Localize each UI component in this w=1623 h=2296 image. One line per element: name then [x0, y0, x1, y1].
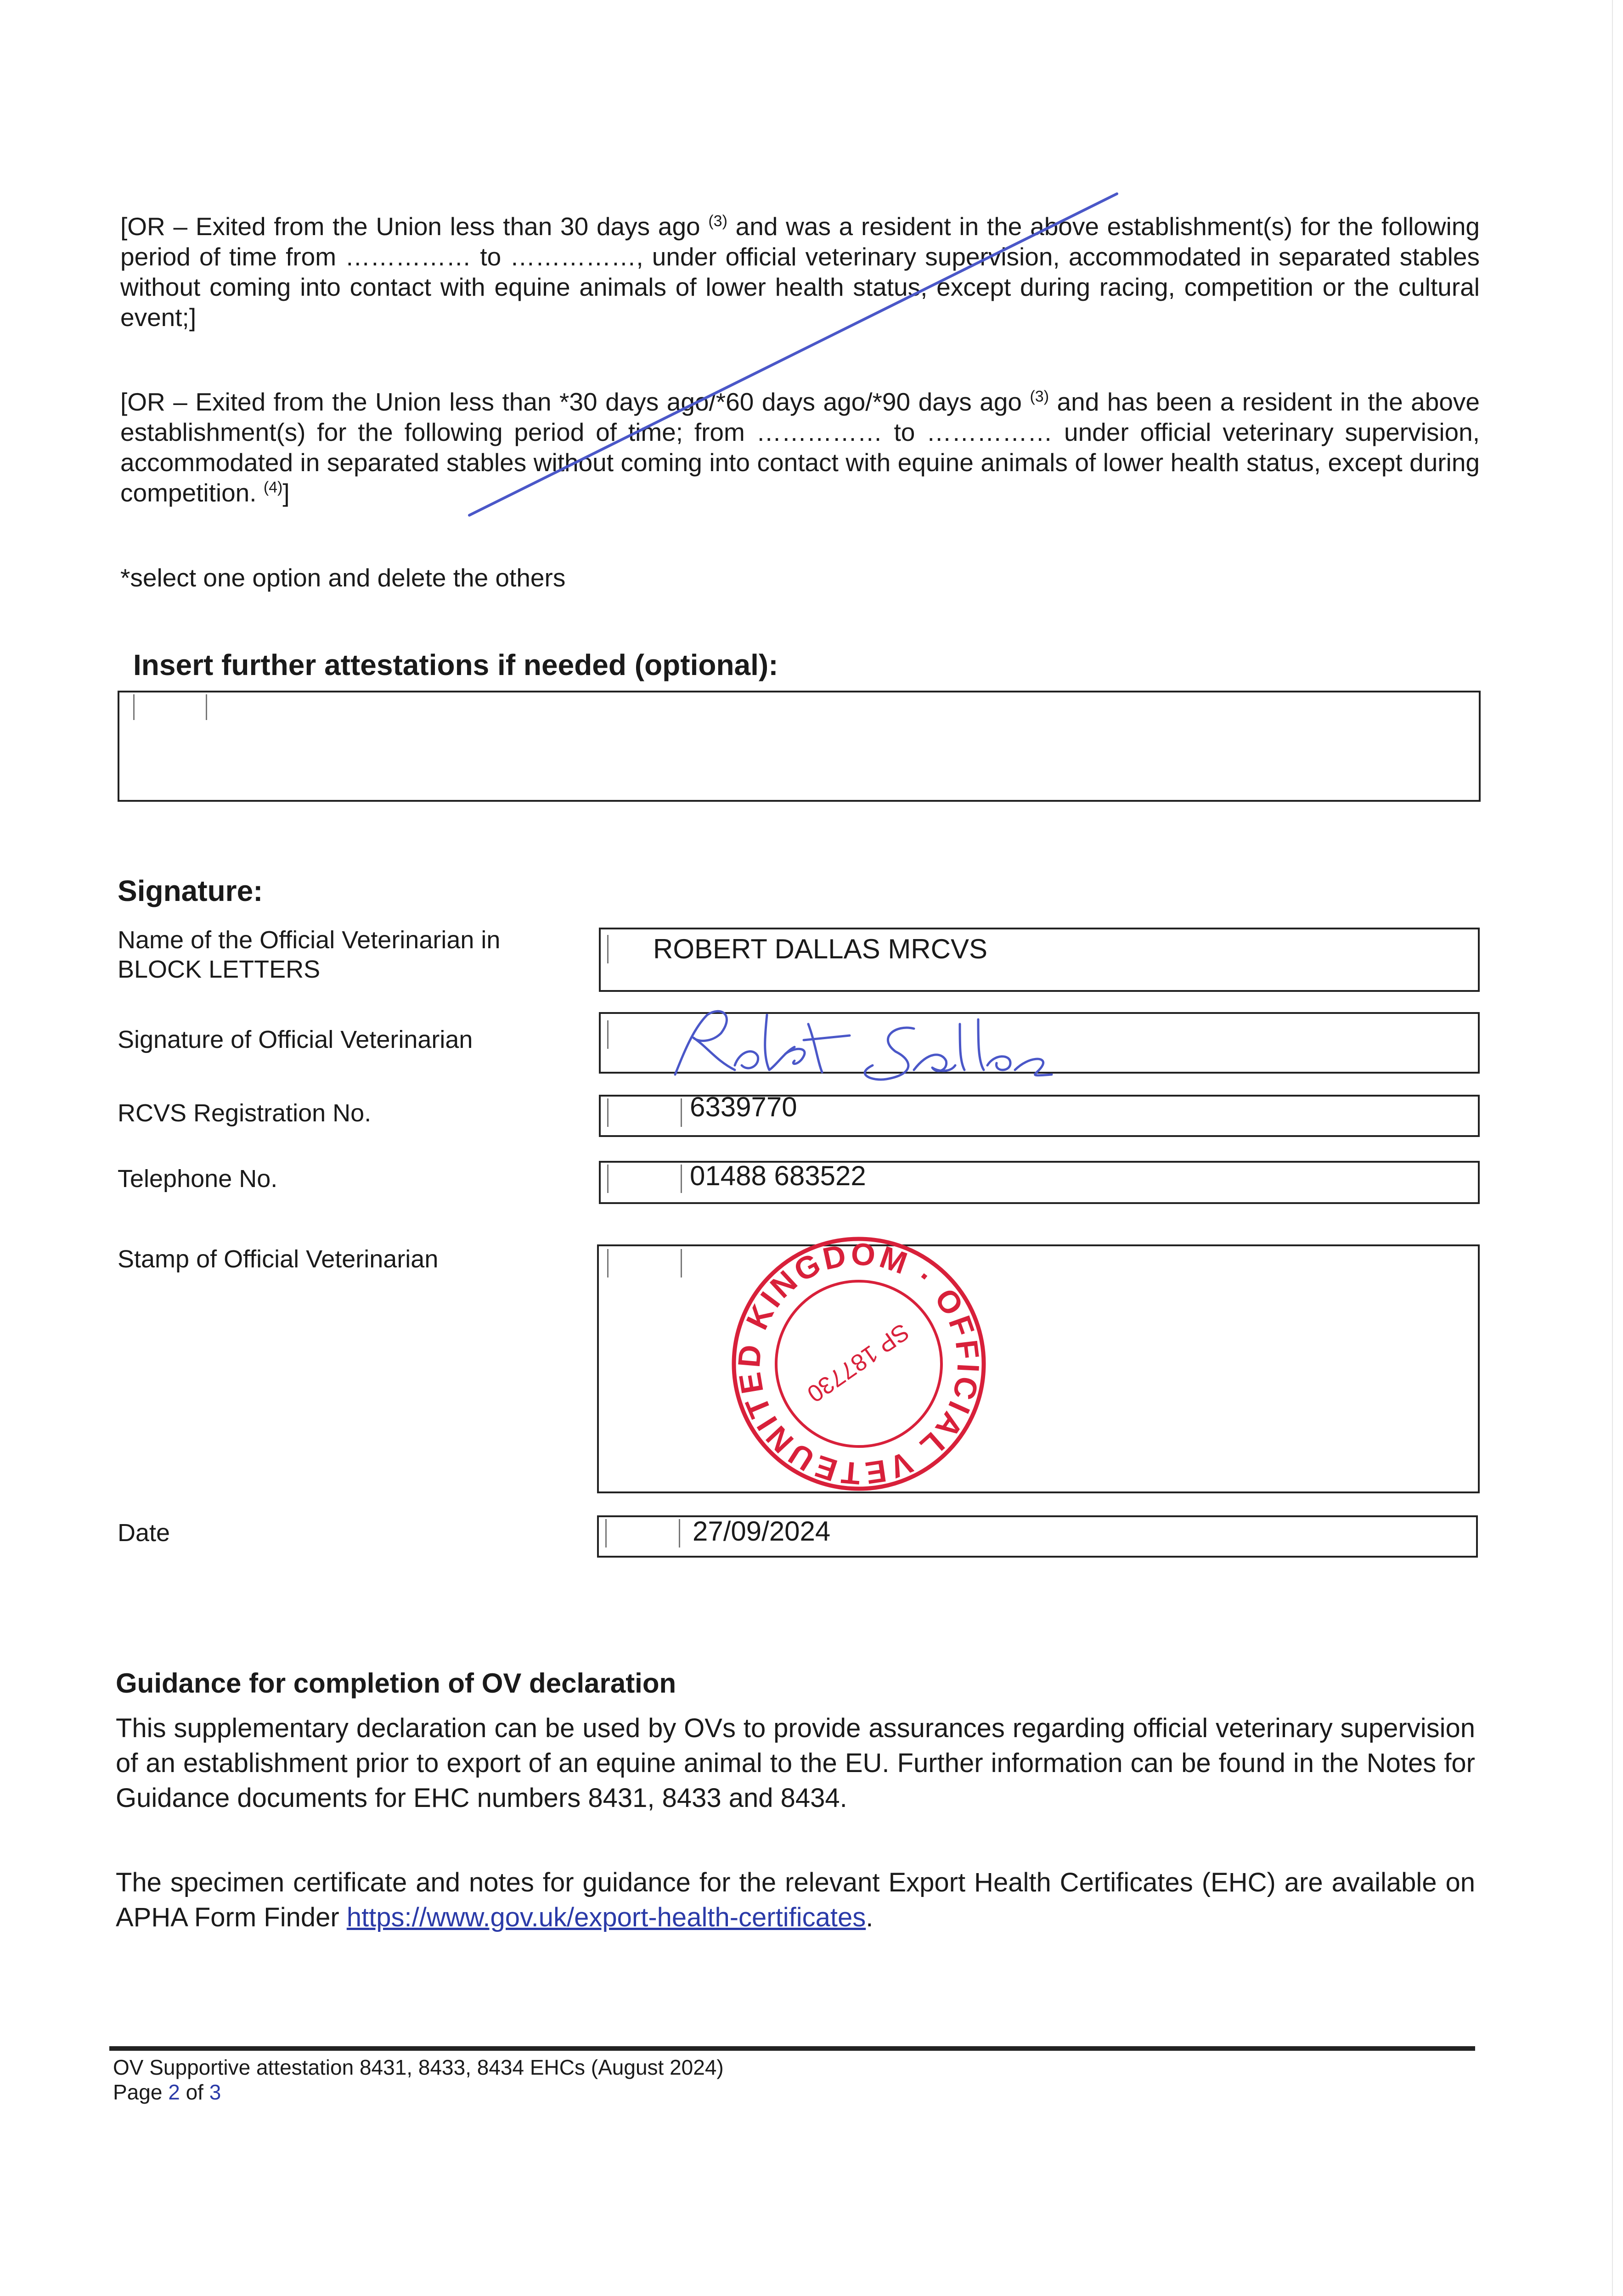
guidance-2-text: The specimen certificate and notes for guidance for the relevant Export Health Certificates (EHC) are available on APHA Form Finder	[116, 1868, 1475, 1932]
field-cursor-marker	[607, 1098, 609, 1127]
ov-signature-label: Signature of Official Veterinarian	[118, 1026, 473, 1053]
telephone-label: Telephone No.	[118, 1165, 278, 1193]
stamp-label: Stamp of Official Veterinarian	[118, 1245, 439, 1273]
page-word: Page	[113, 2080, 169, 2104]
ov-name-label: Name of the Official Veterinarian in BLOCK LETTERS	[118, 926, 501, 983]
further-attestations-heading: Insert further attestations if needed (optional):	[133, 648, 778, 681]
page-total: 3	[209, 2080, 221, 2104]
handwritten-signature	[657, 996, 1070, 1093]
field-cursor-marker	[607, 1249, 609, 1277]
export-health-certificates-link[interactable]: https://www.gov.uk/export-health-certificates	[346, 1902, 866, 1932]
field-cursor-marker	[607, 1165, 609, 1193]
footer-title: OV Supportive attestation 8431, 8433, 8434 EHCs (August 2024)	[113, 2055, 724, 2079]
page-of: of	[180, 2080, 209, 2104]
field-cursor-marker	[206, 694, 207, 720]
field-cursor-marker	[681, 1098, 682, 1127]
attestation-2-middle: and has been a resident in the above establishment(s) for the following period of time; from …………… to …………… under official veterinary supervision, accommodated in separated stables without coming into contact with equine animals of lower health status, except during competition.	[120, 388, 1480, 507]
footnote-ref-3: (3)	[708, 212, 727, 230]
attestation-2-suffix: ]	[282, 478, 290, 507]
signature-heading: Signature:	[118, 874, 263, 907]
stamp-outer-text: UNITED KINGDOM · OFFICIAL VETERINARIAN	[731, 1236, 986, 1491]
footnote-ref-3: (3)	[1030, 388, 1049, 405]
stamp-inner-text: SP 187730	[802, 1318, 914, 1407]
attestation-2-prefix: [OR – Exited from the Union less than *30 days ago/*60 days ago/*90 days ago	[120, 388, 1030, 416]
field-cursor-marker	[133, 694, 135, 720]
select-option-note: *select one option and delete the others	[120, 563, 566, 592]
page-number	[113, 2079, 221, 2105]
field-cursor-marker	[607, 1020, 609, 1049]
field-cursor-marker	[679, 1519, 680, 1548]
attestation-1-prefix: [OR – Exited from the Union less than 30 days ago	[120, 212, 709, 241]
guidance-2-end: .	[866, 1902, 873, 1932]
rcvs-value: 6339770	[690, 1092, 797, 1122]
guidance-heading: Guidance for completion of OV declaration	[116, 1668, 676, 1699]
field-cursor-marker	[605, 1519, 607, 1548]
page-current: 2	[168, 2080, 180, 2104]
date-value: 27/09/2024	[693, 1516, 831, 1547]
telephone-value: 01488 683522	[690, 1160, 866, 1191]
further-attestations-field[interactable]	[118, 691, 1481, 802]
scan-edge-line	[1612, 0, 1613, 2296]
footer-rule	[109, 2046, 1475, 2051]
official-veterinarian-stamp	[721, 1226, 997, 1502]
pen-strike-line	[0, 0, 1623, 551]
guidance-paragraph-1: This supplementary declaration can be used by OVs to provide assurances regarding official veterinary supervision of an establishment prior to export of an equine animal to the EU. Further information can be found in the Notes for Guidance documents for EHC numbers 8431, 8433 and 8434.	[116, 1713, 1475, 1813]
ov-name-value: ROBERT DALLAS MRCVS	[653, 934, 987, 964]
rcvs-label: RCVS Registration No.	[118, 1099, 372, 1127]
field-cursor-marker	[681, 1165, 682, 1193]
date-label: Date	[118, 1519, 170, 1547]
field-cursor-marker	[607, 935, 609, 963]
attestation-1-suffix: and was a resident in the above establishment(s) for the following period of time from …………… to ……………, under official veterinary supervision, accommodated in separated stables without coming into contact with equine animals of lower health status, except during racing, competition or the cultural event;]	[120, 212, 1480, 332]
guidance-paragraph-2	[116, 1865, 1475, 1935]
field-cursor-marker	[681, 1249, 682, 1277]
footnote-ref-4: (4)	[263, 478, 283, 496]
